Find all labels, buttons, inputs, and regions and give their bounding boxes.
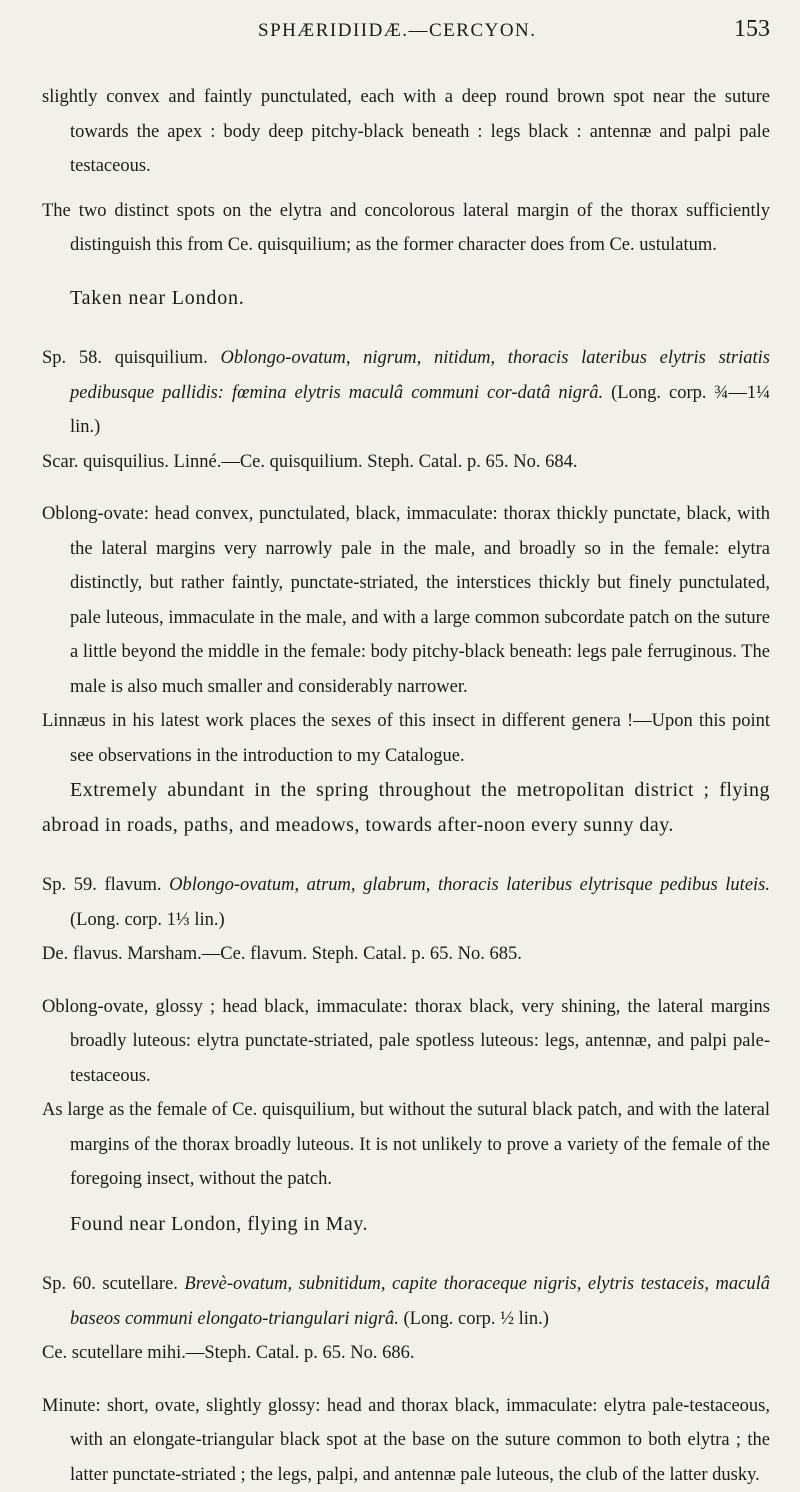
page-body xyxy=(0,80,800,1492)
species-59-synonymy: De. flavus. Marsham.—Ce. flavum. Steph. Catal. p. 65. No. 685. xyxy=(42,937,770,972)
species-58-heading: Sp. 58. quisquilium. xyxy=(42,348,208,368)
species-58-latin: Oblongo-ovatum, nigrum, nitidum, thoracis lateribus elytris striatis pedibusque pallidis: fœmina elytris maculâ communi cor-datâ nigrâ. xyxy=(70,348,770,403)
species-60-synonymy: Ce. scutellare mihi.—Steph. Catal. p. 65. No. 686. xyxy=(42,1336,770,1371)
species-58-length: (Long. corp. ¾—1¼ lin.) xyxy=(70,383,770,438)
page-number: 153 xyxy=(734,16,770,43)
species-59-comparison: As large as the female of Ce. quisquilium, but without the sutural black patch, and with the lateral margins of the thorax broadly luteous. It is not unlikely to prove a variety of the female of the foregoing insect, without the patch. xyxy=(42,1093,770,1197)
paragraph-distinction: The two distinct spots on the elytra and concolorous lateral margin of the thorax sufficiently distinguish this from Ce. quisquilium; as the former character does from Ce. ustulatum. xyxy=(42,194,770,263)
page-header xyxy=(0,14,800,54)
species-58-linnaeus-note: Linnæus in his latest work places the sexes of this insect in different genera !—Upon this point see observations in the introduction to my Catalogue. xyxy=(42,704,770,773)
species-59-heading: Sp. 59. flavum. xyxy=(42,875,162,895)
running-title: SPHÆRIDIIDÆ.—CERCYON. xyxy=(258,20,537,42)
species-58-habitat: Extremely abundant in the spring throughout the metropolitan district ; flying abroad in roads, paths, and meadows, towards after-noon every sunny day. xyxy=(42,773,770,842)
species-60-heading: Sp. 60. scutellare. xyxy=(42,1274,178,1294)
paragraph-continuation: slightly convex and faintly punctulated, each with a deep round brown spot near the suture towards the apex : body deep pitchy-black beneath : legs black : antennæ and palpi pale testaceous. xyxy=(42,80,770,184)
species-60-diagnosis xyxy=(42,1267,770,1336)
species-58-description: Oblong-ovate: head convex, punctulated, black, immaculate: thorax thickly punctate, black, with the lateral margins very narrowly pale in the male, and broadly so in the female: elytra distinctly, but rather faintly, punctate-striated, the interstices thickly but finely punctulated, pale luteous, immaculate in the male, and with a large common subcordate patch on the suture a little beyond the middle in the female: body pitchy-black beneath: legs pale ferruginous. The male is also much smaller and considerably narrower. xyxy=(42,497,770,704)
species-59-description: Oblong-ovate, glossy ; head black, immaculate: thorax black, very shining, the lateral margins broadly luteous: elytra punctate-striated, pale spotless luteous: legs, antennæ, and palpi pale-testaceous. xyxy=(42,990,770,1094)
species-60-latin: Brevè-ovatum, subnitidum, capite thoraceque nigris, elytris testaceis, maculâ baseos communi elongato-triangulari nigrâ. xyxy=(70,1274,770,1329)
species-58-diagnosis xyxy=(42,341,770,445)
species-59-habitat: Found near London, flying in May. xyxy=(42,1207,770,1242)
locality-note: Taken near London. xyxy=(70,281,770,316)
species-58-synonymy: Scar. quisquilius. Linné.—Ce. quisquilium. Steph. Catal. p. 65. No. 684. xyxy=(42,445,770,480)
species-59-length: (Long. corp. 1⅓ lin.) xyxy=(70,910,225,930)
species-60-description: Minute: short, ovate, slightly glossy: head and thorax black, immaculate: elytra pale-testaceous, with an elongate-triangular black spot at the base on the suture common to both elytra ; the latter punctate-striated ; the legs, palpi, and antennæ pale luteous, the club of the latter dusky. xyxy=(42,1389,770,1492)
species-60-length: (Long. corp. ½ lin.) xyxy=(404,1309,549,1329)
species-59-latin: Oblongo-ovatum, atrum, glabrum, thoracis lateribus elytrisque pedibus luteis. xyxy=(169,875,770,895)
species-59-diagnosis xyxy=(42,868,770,937)
